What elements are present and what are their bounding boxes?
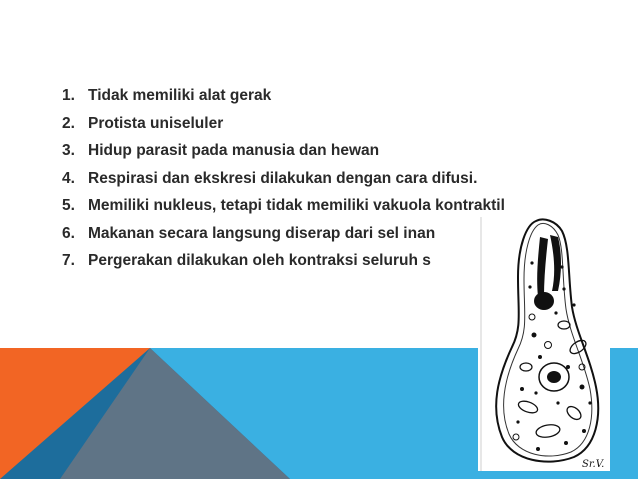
list-item [62, 82, 505, 110]
item-text: Tidak memiliki alat gerak [88, 87, 272, 104]
item-number: 2. [62, 114, 75, 132]
axostyle [537, 237, 548, 297]
protozoan-illustration [478, 217, 610, 471]
item-text: Hidup parasit pada manusia dan hewan [88, 142, 380, 159]
list-item [62, 247, 505, 275]
item-number: 3. [62, 142, 75, 159]
item-number: 4. [62, 169, 75, 187]
list-item [62, 220, 505, 248]
item-number: 5. [62, 197, 75, 214]
list-item [62, 165, 505, 193]
item-number: 6. [62, 224, 75, 242]
list-item [62, 110, 505, 138]
list-item [62, 192, 505, 220]
list-item [62, 137, 505, 165]
item-text: Pergerakan dilakukan oleh kontraksi seluruh s [88, 252, 431, 269]
item-text: Makanan secara langsung diserap dari sel inan [88, 224, 436, 242]
cell-drawing-icon [478, 217, 610, 471]
item-text: Respirasi dan ekskresi dilakukan dengan cara difusi. [88, 169, 478, 187]
item-text: Memiliki nukleus, tetapi tidak memiliki vakuola kontraktil [88, 197, 505, 214]
item-text: Protista uniseluler [88, 114, 224, 132]
illustration-signature: Sr.V. [582, 459, 605, 470]
item-number: 7. [62, 252, 75, 269]
characteristics-list [62, 82, 505, 275]
item-number: 1. [62, 87, 75, 104]
